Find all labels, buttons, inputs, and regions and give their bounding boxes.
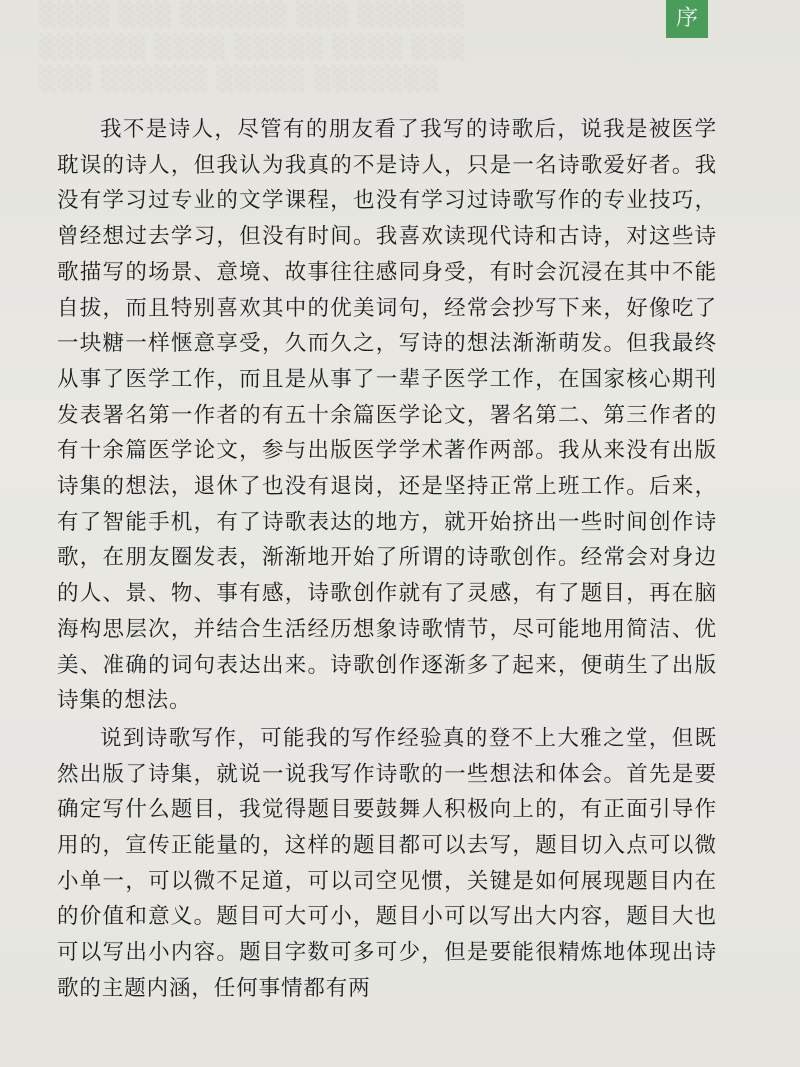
show-through-text: ░░░░ ░░░ ░░░░░░ ░░░ ░░░░░░ ░░░░░░ ░░░░ ░░░░░ ░░░░ ░░░ ░░░ ░░░░░░ ░░░░░ ░░░░░░░: [40, 3, 467, 92]
paragraph-2: 说到诗歌写作，可能我的写作经验真的登不上大雅之堂，但既然出版了诗集，就说一说我写作诗歌的一些想法和体会。首先是要确定写什么题目，我觉得题目要鼓舞人积极向上的，有正面引导作用的，宣传正能量的，这样的题目都可以去写，题目切入点可以微小单一，可以微不足道，可以司空见惯，关键是如何展现题目内在的价值和意义。题目可大可小，题目小可以写出大内容，题目大也可以写出小内容。题目字数可多可少，但是要能很精炼地体现出诗歌的主题内涵，任何事情都有两: [57, 725, 717, 1001]
paragraph-1: 我不是诗人，尽管有的朋友看了我写的诗歌后，说我是被医学耽误的诗人，但我认为我真的不是诗人，只是一名诗歌爱好者。我没有学习过专业的文学课程，也没有学习过诗歌写作的专业技巧，曾经想过去学习，但没有时间。我喜欢读现代诗和古诗，对这些诗歌描写的场景、意境、故事往往感同身受，有时会沉浸在其中不能自拔，而且特别喜欢其中的优美词句，经常会抄写下来，好像吃了一块糖一样惬意享受，久而久之，写诗的想法渐渐萌发。但我最终从事了医学工作，而且是从事了一辈子医学工作，在国家核心期刊发表署名第一作者的有五十余篇医学论文，署名第二、第三作者的有十余篇医学论文，参与出版医学学术著作两部。我从来没有出版诗集的想法，退休了也没有退岗，还是坚持正常上班工作。后来，有了智能手机，有了诗歌表达的地方，就开始挤出一些时间创作诗歌，在朋友圈发表，渐渐地开始了所谓的诗歌创作。经常会对身边的人、景、物、事有感，诗歌创作就有了灵感，有了题目，再在脑海构思层次，并结合生活经历想象诗歌情节，尽可能地用简洁、优美、准确的词句表达出来。诗歌创作逐渐多了起来，便萌生了出版诗集的想法。: [57, 117, 717, 714]
body-text: [57, 112, 717, 1007]
section-tab: [666, 0, 708, 38]
section-tab-label: 序: [675, 6, 698, 31]
